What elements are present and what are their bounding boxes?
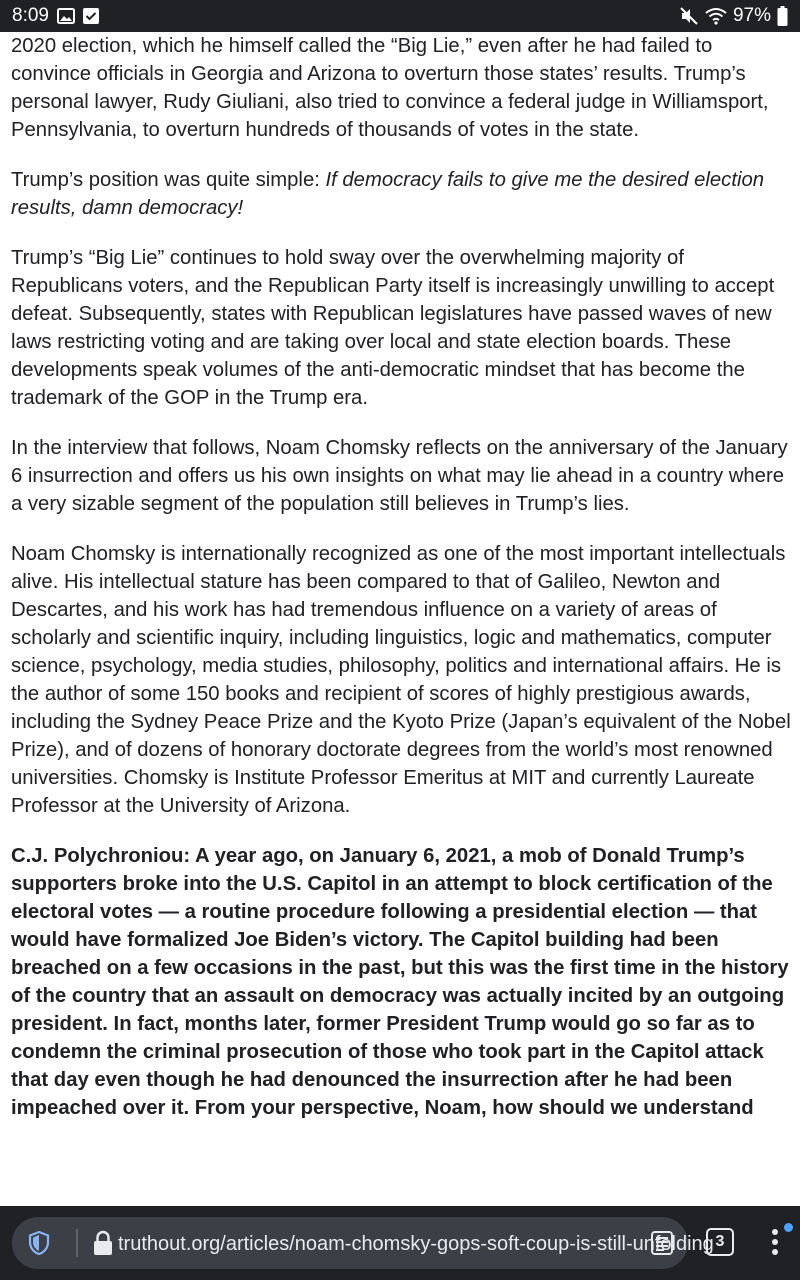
checkbox-notification-icon [83, 8, 99, 24]
browser-toolbar [0, 1206, 800, 1280]
paragraph: 2020 election, which he himself called the “Big Lie,” even after he had failed to convince officials in Georgia and Arizona to overturn those states’ results. Trump’s personal lawyer, Rudy Giuliani, also tried to convince a federal judge in Williamsport, Pennsylvania, to overturn hundreds of thousands of votes in the state. [11, 35, 769, 141]
interview-question: C.J. Polychroniou: A year ago, on January 6, 2021, a mob of Donald Trump’s supporters broke into the U.S. Capitol in an attempt to block certification of the electoral votes — a routine procedure following a presidential election — that would have formalized Joe Biden’s victory. The Capitol building had been breached on a few occasions in the past, but this was the first time in the history of the country that an assault on democracy was actually incited by an outgoing president. In fact, months later, former President Trump would go so far as to condemn the criminal prosecution of those who took part in the Capitol attack that day even though he had denounced the insurrection after he had been impeached over it. From your perspective, Noam, how should we understand [11, 845, 789, 1119]
battery-level: 97% [732, 5, 771, 26]
paragraph: In the interview that follows, Noam Chomsky reflects on the anniversary of the January 6 insurrection and offers us his own insights on what may lie ahead in a country where a very sizable segment of the population still believes in Trump’s lies. [11, 437, 788, 515]
overflow-menu-icon[interactable] [768, 1228, 782, 1261]
wifi-icon [705, 7, 727, 25]
paragraph [11, 166, 791, 222]
tab-switcher-button[interactable]: 3 [706, 1228, 734, 1256]
update-dot [784, 1223, 793, 1232]
article-body [11, 32, 791, 1206]
italic-quote: If democracy fails to give me the desired election results, damn democracy! [11, 169, 765, 219]
mute-icon [679, 6, 699, 26]
clock: 8:09 [12, 5, 49, 26]
paragraph: Noam Chomsky is internationally recognized as one of the most important intellectuals alive. His intellectual stature has been compared to that of Galileo, Newton and Descartes, and his work has had tremendous influence on a variety of areas of scholarly and scientific inquiry, including linguistics, logic and mathematics, computer science, psychology, media studies, philosophy, politics and international affairs. He is the author of some 150 books and recipient of scores of highly prestigious awards, including the Sydney Peace Prize and the Kyoto Prize (Japan’s equivalent of the Nobel Prize), and of dozens of honorary doctorate degrees from the world’s most renowned universities. Chomsky is Institute Professor Emeritus at MIT and currently Laureate Professor at the University of Arizona. [11, 543, 791, 817]
address-bar[interactable] [12, 1217, 714, 1269]
battery-icon [777, 6, 788, 26]
divider [76, 1229, 78, 1257]
lock-icon[interactable] [92, 1230, 114, 1261]
gallery-icon [57, 8, 75, 24]
paragraph-lead: Trump’s position was quite simple: [11, 169, 326, 191]
reader-view-icon[interactable] [650, 1230, 674, 1261]
shield-icon[interactable] [26, 1230, 52, 1261]
paragraph: Trump’s “Big Lie” continues to hold sway over the overwhelming majority of Republicans voters, and the Republican Party itself is increasingly unwilling to accept defeat. Subsequently, states with Republican legislatures have passed waves of new laws restricting voting and are taking over local and state election boards. These developments speak volumes of the anti-democratic mindset that has become the trademark of the GOP in the Trump era. [11, 247, 775, 409]
url-text[interactable]: truthout.org/articles/noam-chomsky-gops-soft-coup-is-still-unfolding [118, 1233, 714, 1255]
status-bar [0, 0, 800, 32]
